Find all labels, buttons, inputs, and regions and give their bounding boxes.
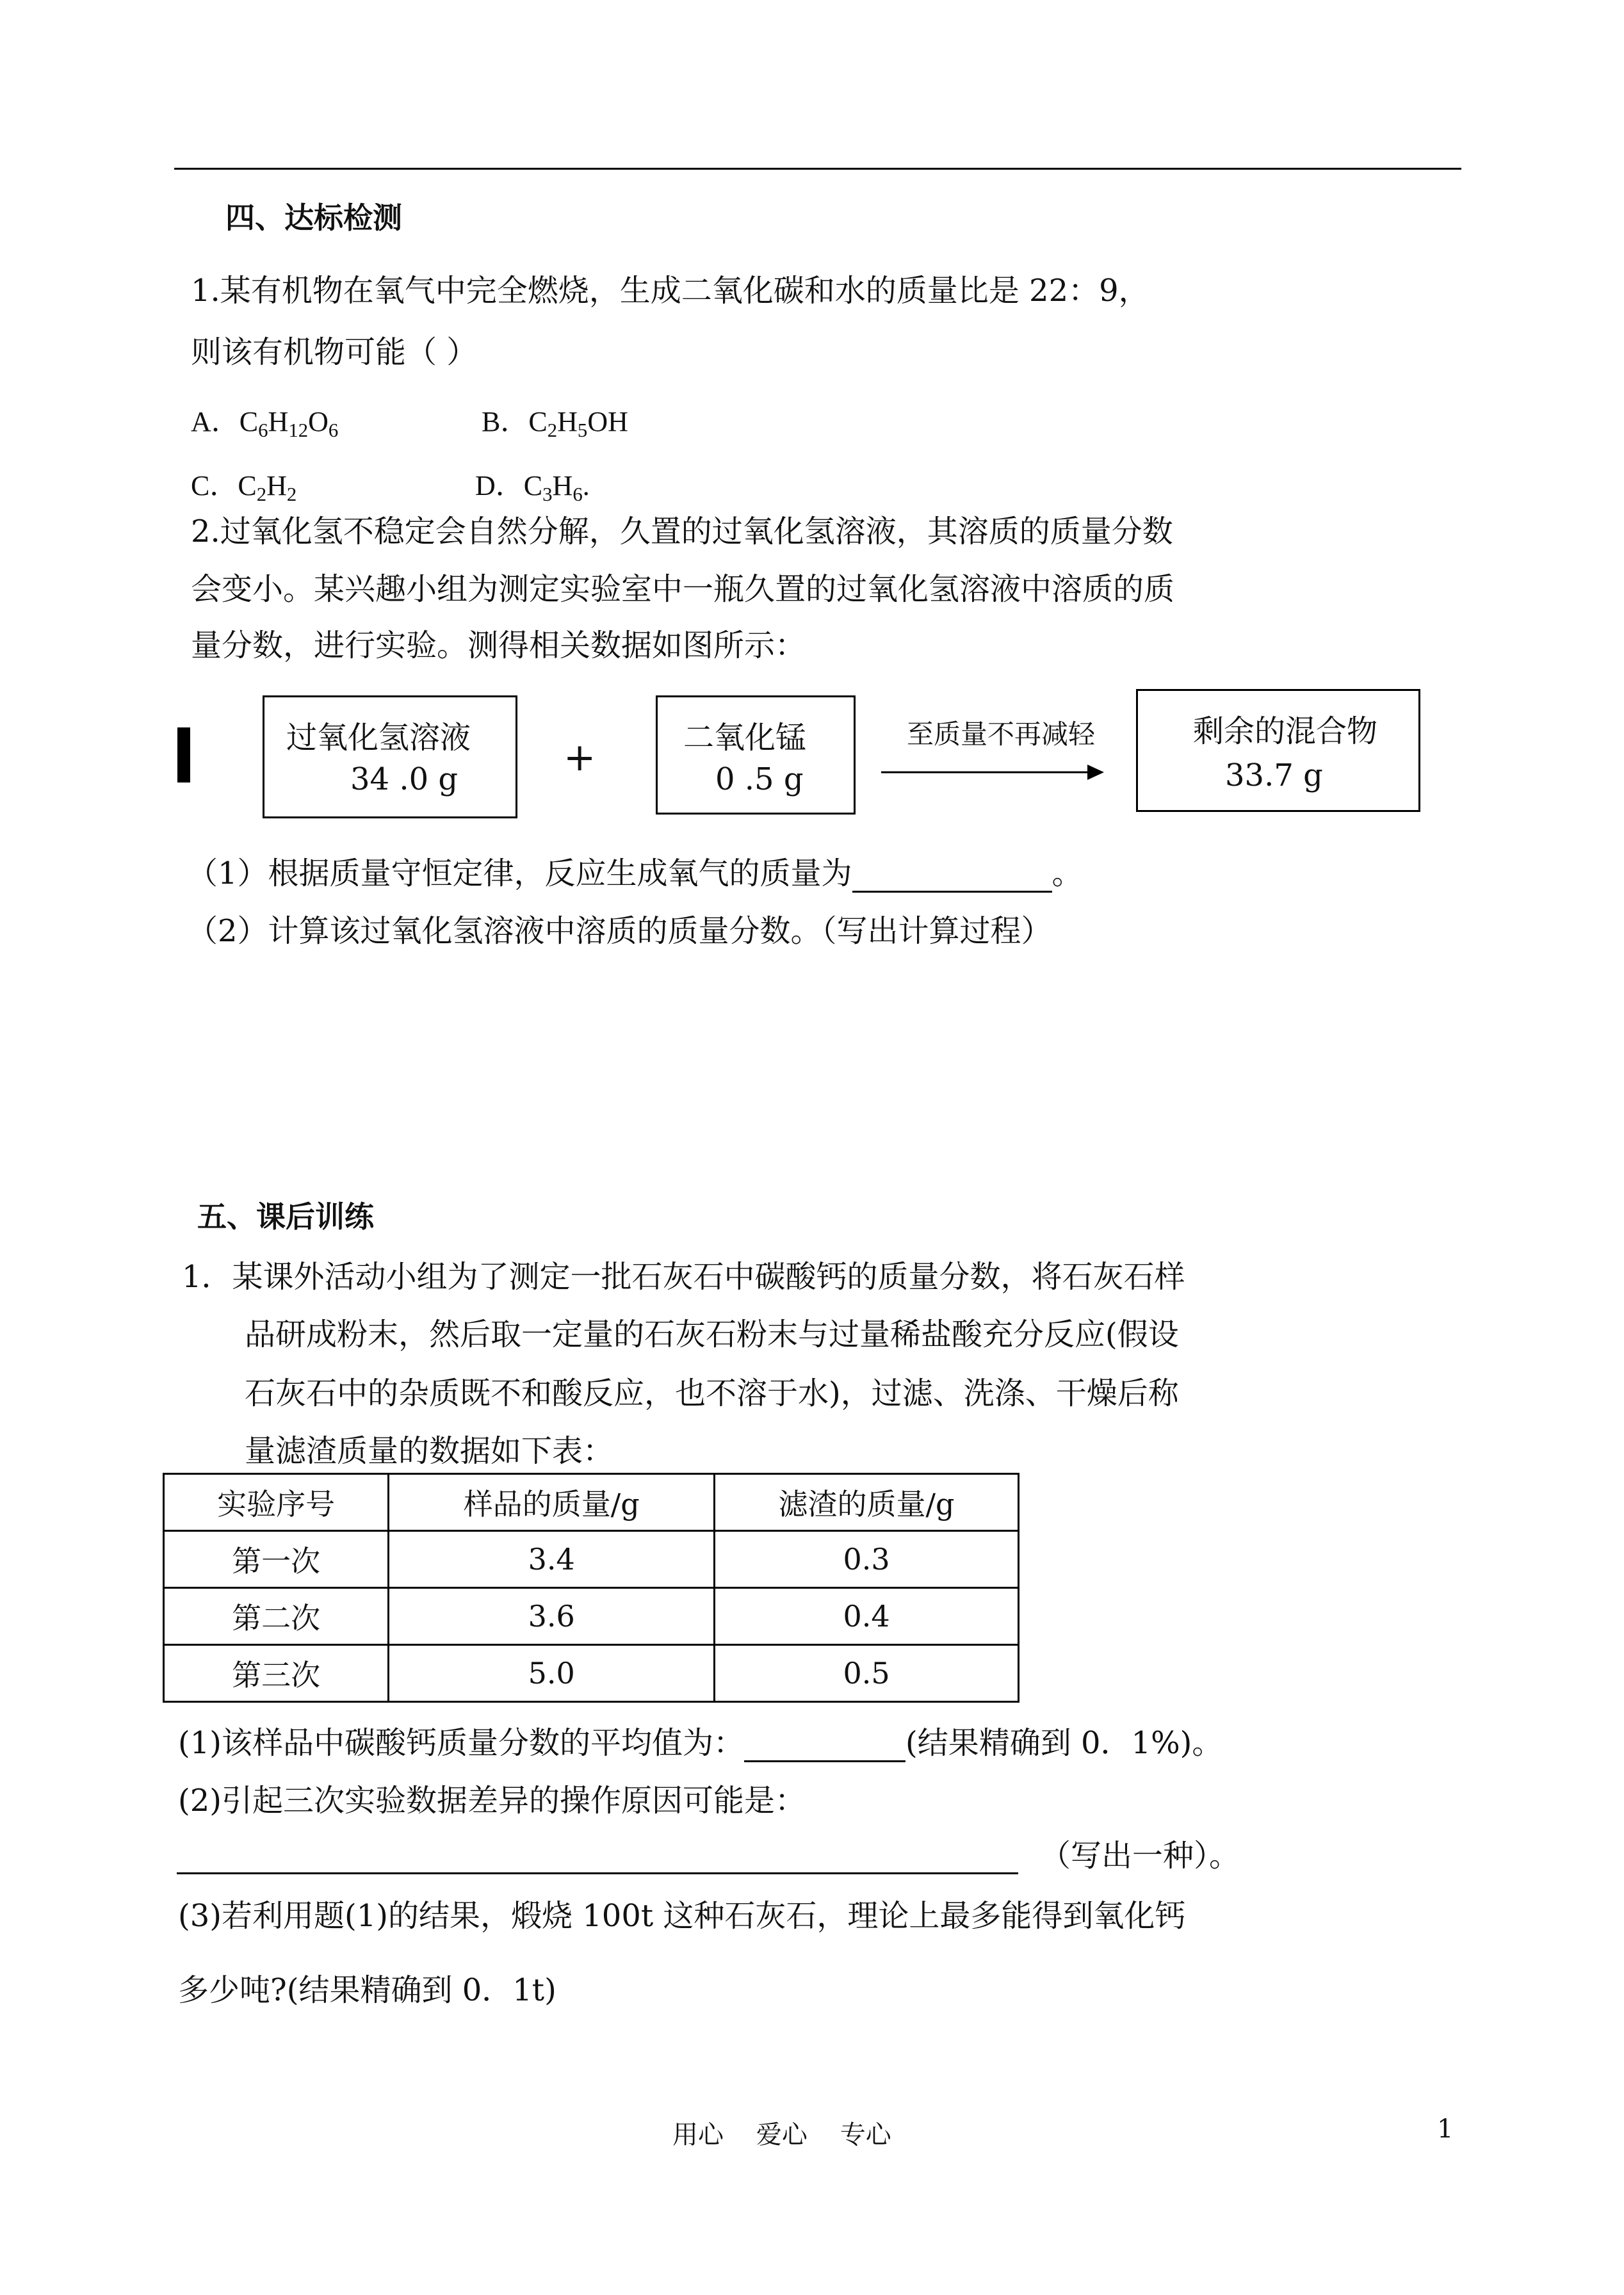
table-header: 滤渣的质量/g — [715, 1474, 1019, 1531]
table-header-row — [164, 1474, 1019, 1531]
table-cell: 第二次 — [164, 1588, 389, 1645]
s5-q1-line2: 品研成粉末，然后取一定量的石灰石粉末与过量稀盐酸充分反应(假设 — [245, 1317, 1179, 1352]
table-cell: 0.4 — [715, 1588, 1019, 1645]
table-cell: 0.5 — [715, 1645, 1019, 1702]
header-rule — [174, 168, 1461, 170]
table-row — [164, 1645, 1019, 1702]
table-cell: 3.4 — [389, 1531, 715, 1588]
q1-line1: 1.某有机物在氧气中完全燃烧，生成二氧化碳和水的质量比是 22：9， — [191, 273, 1149, 309]
plus-sign: + — [564, 735, 596, 780]
table-cell: 第三次 — [164, 1645, 389, 1702]
q2-line2: 会变小。某兴趣小组为测定实验室中一瓶久置的过氧化氢溶液中溶质的质 — [191, 571, 1175, 607]
answer-line[interactable] — [177, 1872, 1018, 1874]
page-number: 1 — [1437, 2114, 1454, 2144]
option-a[interactable]: A．$C_6H_{12}O_6$ — [191, 406, 339, 442]
box1-mass: 34 .0 g — [350, 761, 459, 797]
reaction-arrow-icon — [881, 759, 1105, 785]
mass-data-table — [163, 1473, 1019, 1703]
table-header: 样品的质量/g — [389, 1474, 715, 1531]
margin-mark — [177, 727, 190, 783]
table-cell: 0.3 — [715, 1531, 1019, 1588]
table-row — [164, 1588, 1019, 1645]
reactant-box-manganese-dioxide — [656, 695, 856, 815]
option-b[interactable]: B．$C_2H_5OH$ — [482, 406, 628, 442]
s5-q1-line1: 1．某课外活动小组为了测定一批石灰石中碳酸钙的质量分数，将石灰石样 — [182, 1259, 1185, 1295]
table-cell: 3.6 — [389, 1588, 715, 1645]
s5-q1-line4: 量滤渣质量的数据如下表： — [245, 1433, 614, 1469]
table-row — [164, 1531, 1019, 1588]
s5-sub3-line2: 多少吨?(结果精确到 0．1t) — [178, 1972, 556, 2008]
section4-heading: 四、达标检测 — [225, 200, 402, 235]
answer-blank[interactable] — [852, 863, 1052, 893]
option-d[interactable]: D．$C_3H_6$. — [475, 470, 590, 506]
s5-sub2-end: （写出一种）。 — [1040, 1838, 1240, 1874]
s5-sub1: (1)该样品中碳酸钙质量分数的平均值为： (结果精确到 0．1%)。 — [178, 1725, 1223, 1761]
box3-name: 剩余的混合物 — [1193, 713, 1378, 749]
table-cell: 第一次 — [164, 1531, 389, 1588]
q1-line2: 则该有机物可能（ ） — [191, 334, 478, 370]
s5-q1-line3: 石灰石中的杂质既不和酸反应，也不溶于水)，过滤、洗涤、干燥后称 — [245, 1375, 1179, 1411]
q2-line1: 2.过氧化氢不稳定会自然分解，久置的过氧化氢溶液，其溶质的质量分数 — [191, 514, 1173, 549]
q2-sub1: （1）根据质量守恒定律，反应生成氧气的质量为 。 — [187, 856, 1083, 891]
box2-mass: 0 .5 g — [715, 761, 804, 797]
arrow-label: 至质量不再减轻 — [907, 718, 1096, 750]
q2-sub2: （2）计算该过氧化氢溶液中溶质的质量分数。（写出计算过程） — [187, 913, 1052, 949]
box2-name: 二氧化锰 — [683, 720, 807, 756]
option-c[interactable]: C．$C_2H_2$ — [191, 470, 297, 506]
footer-text: 用心 爱心 专心 — [672, 2120, 891, 2150]
product-box-remaining-mixture — [1136, 689, 1420, 812]
section5-heading: 五、课后训练 — [197, 1199, 374, 1234]
q2-line3: 量分数，进行实验。测得相关数据如图所示： — [191, 628, 806, 663]
s5-sub3-line1: (3)若利用题(1)的结果，煅烧 100t 这种石灰石，理论上最多能得到氧化钙 — [178, 1898, 1186, 1934]
s5-sub2: (2)引起三次实验数据差异的操作原因可能是： — [178, 1783, 806, 1819]
answer-blank[interactable] — [744, 1732, 905, 1762]
reactant-box-hydrogen-peroxide — [263, 695, 517, 818]
box1-name: 过氧化氢溶液 — [286, 720, 471, 756]
box3-mass: 33.7 g — [1225, 758, 1323, 793]
table-header: 实验序号 — [164, 1474, 389, 1531]
table-cell: 5.0 — [389, 1645, 715, 1702]
